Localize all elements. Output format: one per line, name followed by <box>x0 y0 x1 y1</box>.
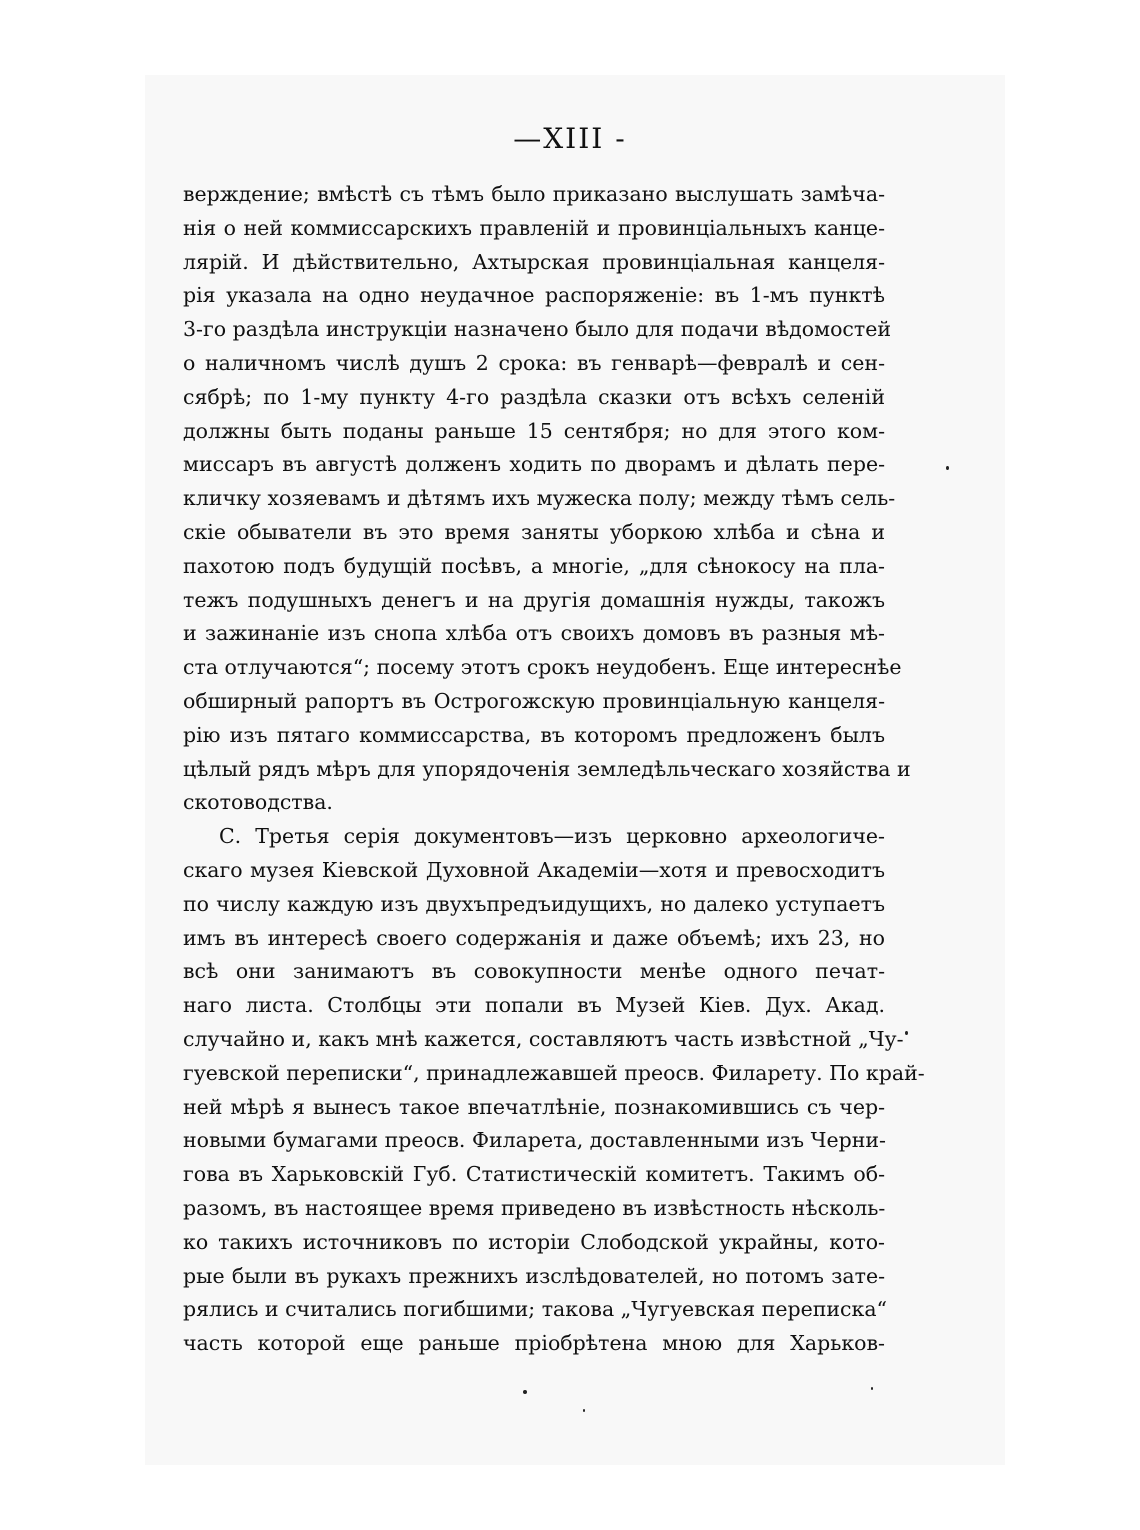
text-line: часть которой еще раньше пріобрѣтена мною для Харьков- <box>183 1331 885 1356</box>
text-line: случайно и, какъ мнѣ кажется, составляютъ часть извѣстной „Чу- <box>183 1026 904 1051</box>
text-line: и зажинаніе изъ снопа хлѣба отъ своихъ домовъ въ разныя мѣ- <box>183 621 885 646</box>
text-line: сябрѣ; по 1-му пункту 4-го раздѣла сказки отъ всѣхъ селеній <box>183 384 885 409</box>
scan-speck <box>905 1031 908 1035</box>
scan-speck <box>523 1390 527 1394</box>
text-line: разомъ, въ настоящее время приведено въ извѣстность нѣсколь- <box>183 1195 886 1220</box>
text-line: рія указала на одно неудачное распоряженіе: въ 1-мъ пунктѣ <box>183 283 885 308</box>
text-line: цѣлый рядъ мѣръ для упорядоченія земледѣльческаго хозяйства и <box>183 756 911 781</box>
text-line: гова въ Харьковскій Губ. Статистическій комитетъ. Такимъ об- <box>183 1162 885 1187</box>
text-line: ко такихъ источниковъ по исторіи Слободской украйны, кото- <box>183 1229 885 1254</box>
text-line: всѣ они занимаютъ въ совокупности менѣе одного печат- <box>183 959 885 984</box>
text-line: о наличномъ числѣ душъ 2 срока: въ генварѣ—февралѣ и сен- <box>183 350 885 375</box>
text-line: кличку хозяевамъ и дѣтямъ ихъ мужеска полу; между тѣмъ сель- <box>183 486 896 511</box>
text-line: 3-го раздѣла инструкціи назначено было для подачи вѣдомостей <box>183 317 892 342</box>
text-line: тежъ подушныхъ денегъ и на другія домашнія нужды, такожъ <box>183 587 885 612</box>
text-line: имъ въ интересѣ своего содержанія и даже объемѣ; ихъ 23, но <box>183 925 885 950</box>
scan-speck <box>946 466 949 470</box>
text-line: рые были въ рукахъ прежнихъ изслѣдователей, но потомъ зате- <box>183 1263 885 1288</box>
text-line: рялись и считались погибшими; такова „Чугуевская переписка“ <box>183 1297 888 1322</box>
text-line: ста отлучаются“; посему этотъ срокъ неудобенъ. Еще интереснѣе <box>183 655 902 680</box>
body-text <box>183 178 925 1361</box>
scan-speck <box>871 1387 873 1390</box>
text-line: пахотою подъ будущій посѣвъ, а многіе, „для сѣнокосу на пла- <box>183 553 885 578</box>
scan-speck <box>583 1409 585 1412</box>
text-line: ней мѣрѣ я вынесъ такое впечатлѣніе, познакомившись съ чер- <box>183 1094 885 1119</box>
text-line: скіе обыватели въ это время заняты уборкою хлѣба и сѣна и <box>183 519 885 544</box>
paragraph-end-line: скотоводства. <box>183 790 333 815</box>
text-line: новыми бумагами преосв. Филарета, доставленными изъ Черни- <box>183 1128 886 1153</box>
text-line: верждение; вмѣстѣ съ тѣмъ было приказано выслушать замѣча- <box>183 182 885 206</box>
text-line: скаго музея Кіевской Духовной Академіи—хотя и превосходитъ <box>183 857 885 882</box>
paragraph-start-line: С. Третья серія документовъ—изъ церковно археологиче- <box>219 824 885 849</box>
text-line: рію изъ пятаго коммиссарства, въ которомъ предложенъ былъ <box>183 722 885 747</box>
text-line: должны быть поданы раньше 15 сентября; но для этого ком- <box>183 418 885 443</box>
page-number: —XIII - <box>513 122 627 155</box>
text-line: обширный рапортъ въ Острогожскую провинціальную канцеля- <box>183 688 885 713</box>
text-line: наго листа. Столбцы эти попали въ Музей Кіев. Дух. Акад. <box>183 993 885 1018</box>
text-line: нія о ней коммиссарскихъ правленій и провинціальныхъ канце- <box>183 215 885 240</box>
text-line: гуевской переписки“, принадлежавшей преосв. Филарету. По край- <box>183 1060 925 1085</box>
text-line: миссаръ въ августѣ долженъ ходить по дворамъ и дѣлать пере- <box>183 452 885 477</box>
text-line: лярій. И дѣйствительно, Ахтырская провинціальная канцеля- <box>183 249 885 274</box>
text-line: по числу каждую изъ двухъпредъидущихъ, но далеко уступаетъ <box>183 891 885 916</box>
